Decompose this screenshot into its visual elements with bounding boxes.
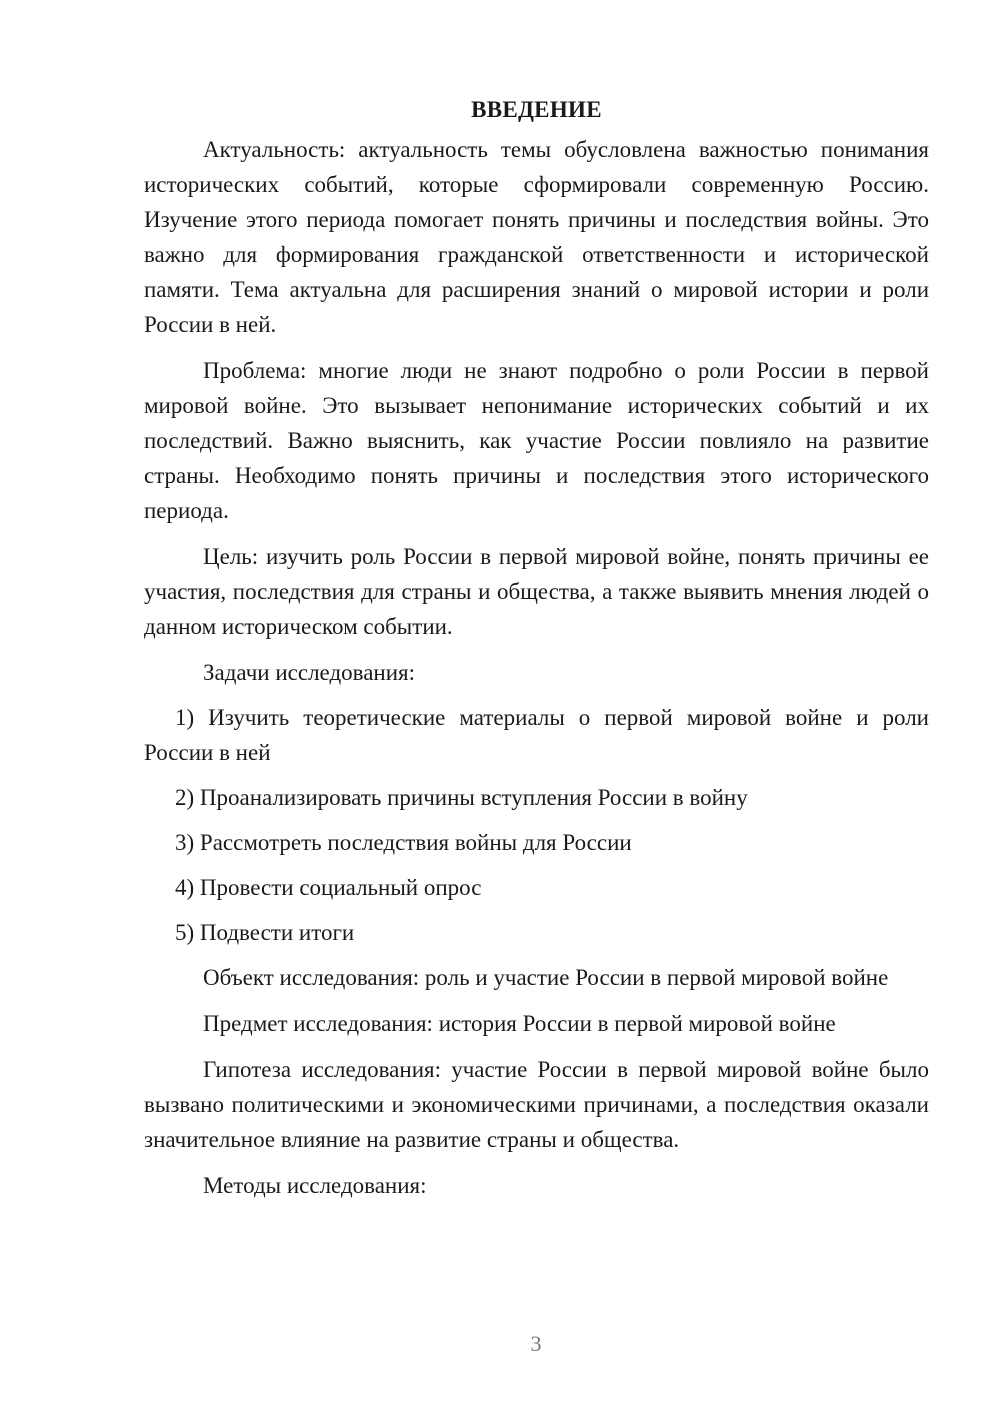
page-number: 3: [530, 1331, 542, 1356]
relevance-paragraph: Актуальность: актуальность темы обусловлена важностью понимания исторических событий, которые сформировали современную Россию. Изучение этого периода помогает понять причины и последствия войны. Это важно для формирования гражданской ответственности и исторической памяти. Тема актуальна для расширения знаний о мировой истории и роли России в ней.: [144, 137, 929, 337]
goal-paragraph: Цель: изучить роль России в первой мировой войне, понять причины ее участия, последствия для страны и общества, а также выявить мнения людей о данном историческом событии.: [144, 544, 929, 639]
task-item: 3) Рассмотреть последствия войны для России: [175, 830, 632, 855]
object-paragraph: Объект исследования: роль и участие России в первой мировой войне: [203, 965, 889, 990]
task-item: 1) Изучить теоретические материалы о первой мировой войне и роли России в ней: [144, 705, 929, 765]
page-title: ВВЕДЕНИЕ: [471, 97, 602, 122]
problem-paragraph: Проблема: многие люди не знают подробно о роли России в первой мировой войне. Это вызывает непонимание исторических событий и их последствий. Важно выяснить, как участие России повлияло на развитие страны. Необходимо понять причины и последствия этого исторического периода.: [144, 358, 929, 523]
hypothesis-paragraph: Гипотеза исследования: участие России в первой мировой войне было вызвано политическими и экономическими причинами, а последствия оказали значительное влияние на развитие страны и общества.: [144, 1057, 929, 1152]
task-item: 5) Подвести итоги: [175, 920, 355, 945]
tasks-title: Задачи исследования:: [203, 660, 416, 685]
document-page: [144, 92, 929, 1214]
subject-paragraph: Предмет исследования: история России в первой мировой войне: [203, 1011, 836, 1036]
task-item: 4) Провести социальный опрос: [175, 875, 482, 900]
methods-title: Методы исследования:: [203, 1173, 427, 1198]
task-item: 2) Проанализировать причины вступления России в войну: [175, 785, 748, 810]
